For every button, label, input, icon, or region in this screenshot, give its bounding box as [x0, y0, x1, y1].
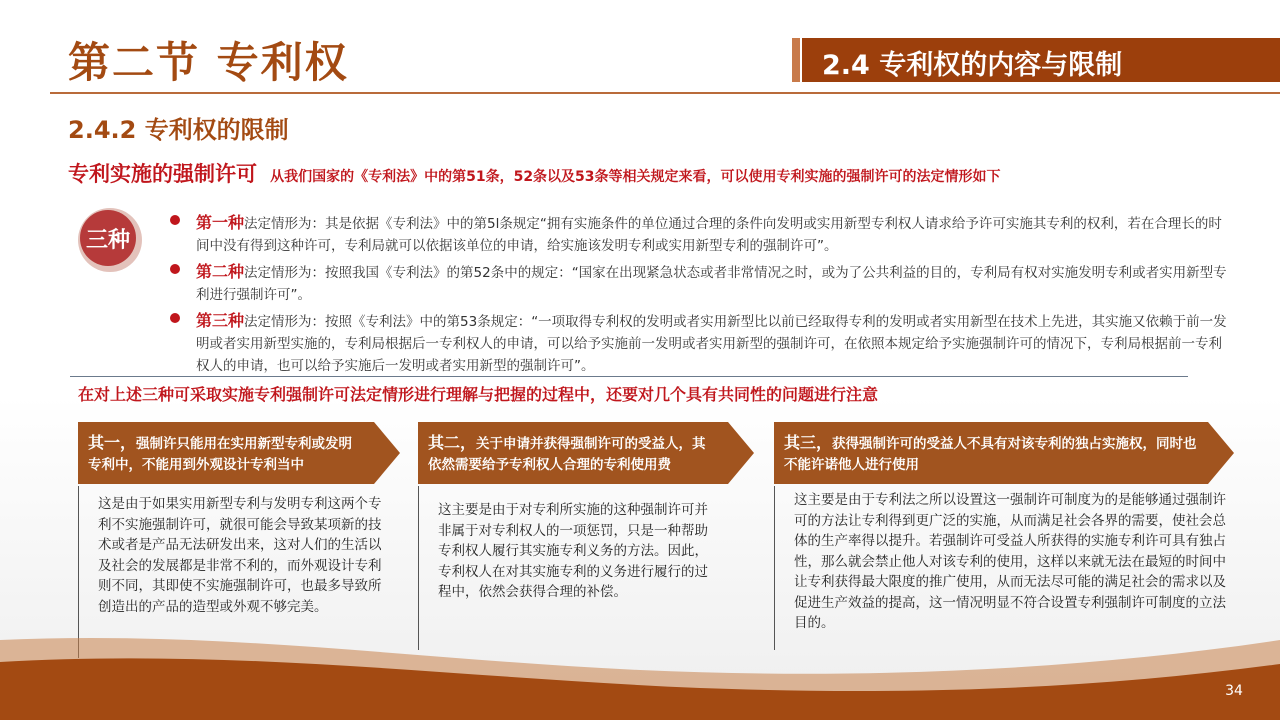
column-2-title: 关于申请并获得强制许可的受益人，其依然需要给予专利权人合理的专利使用费 [428, 436, 706, 473]
banner-accent-stripe [792, 38, 800, 82]
bullet-text: 法定情形为：按照我国《专利法》的第52条中的规定：“国家在出现紧急状态或者非常情况之时，或为了公共利益的目的，专利局有权对实施发明专利或者实用新型专利进行强制许可”。 [196, 265, 1227, 303]
page-number: 34 [1211, 678, 1257, 704]
bullet-dot-icon [170, 313, 180, 323]
column-1-lead: 其一， [88, 433, 137, 452]
bullet-label: 第一种 [196, 213, 245, 232]
bullet-label: 第二种 [196, 262, 245, 281]
three-types-badge: 三种 [80, 210, 136, 266]
bullet-dot-icon [170, 264, 180, 274]
arrow-right-icon [374, 422, 400, 484]
column-3-body: 这主要是由于专利法之所以设置这一强制许可制度为的是能够通过强制许可的方法让专利得到更广泛的实施，从而满足社会各界的需要，使社会总体的生产率得以提升。若强制许可受益人所获得的实施专利许可具有独占性，那么就会禁止他人对该专利的使用，这样以来就无法在最短的时间中让专利获得最大限度的推广使用，从而无法尽可能的满足社会的需求以及促进生产效益的提高，这一情况明显不符合设置专利强制许可制度的立法目的。 [794, 492, 1226, 631]
topic-row [68, 158, 1001, 188]
chapter-title: 第二节 专利权 [68, 38, 349, 87]
subsection-title: 2.4.2 专利权的限制 [68, 116, 289, 144]
column-1-banner [78, 422, 374, 484]
bullet-label: 第三种 [196, 311, 245, 330]
column-2-banner [418, 422, 728, 484]
section-divider [70, 376, 1188, 377]
arrow-right-icon [728, 422, 754, 484]
column-3-title: 获得强制许可的受益人不具有对该专利的独占实施权，同时也不能许诺他人进行使用 [784, 436, 1197, 473]
column-3-banner [774, 422, 1208, 484]
column-1-title: 强制许只能用在实用新型专利或发明专利中，不能用到外观设计专利当中 [88, 436, 353, 473]
bullet-text: 法定情形为：其是依据《专利法》中的第5l条规定“拥有实施条件的单位通过合理的条件向发明或实用新型专利权人请求给予许可实施其专利的权利，若在合理长的时间中没有得到这种许可，专利局就可以依据该单位的申请，给实施该发明专利或实用新型专利的强制许可”。 [196, 216, 1222, 254]
column-3-lead: 其三， [784, 433, 833, 452]
section-title: 2.4 专利权的内容与限制 [822, 50, 1123, 81]
column-2-lead: 其二， [428, 433, 477, 452]
bullet-item [168, 210, 1228, 257]
bullet-item [168, 259, 1228, 306]
header-divider [50, 92, 1280, 94]
bullet-item [168, 308, 1228, 377]
topic-description: 从我们国家的《专利法》中的第51条，52条以及53条等相关规定来看，可以使用专利实施的强制许可的法定情形如下 [270, 169, 1001, 185]
bullet-dot-icon [170, 215, 180, 225]
bullet-text: 法定情形为：按照《专利法》中的第53条规定：“一项取得专利权的发明或者实用新型比以前已经取得专利的发明或者实用新型在技术上先进，其实施又依赖于前一发明或者实用新型实施的，专利局根据后一专利权人的申请，可以给予实施前一发明或者实用新型的强制许可，在依照本规定给予实施强制许可的情况下，专利局根据前一专利权人的申请，也可以给予实施后一发明或者实用新型的强制许可”。 [196, 314, 1227, 374]
topic-heading: 专利实施的强制许可 [68, 162, 257, 186]
column-2-body: 这主要是由于对专利所实施的这种强制许可并非属于对专利权人的一项惩罚，只是一种帮助专利权人履行其实施专利义务的方法。因此，专利权人在对其实施专利的义务进行履行的过程中，依然会获得合理的补偿。 [438, 502, 708, 600]
bullet-list [168, 210, 1228, 379]
emphasis-statement: 在对上述三种可采取实施专利强制许可法定情形进行理解与把握的过程中，还要对几个具有共同性的问题进行注意 [78, 385, 879, 404]
column-1-body: 这是由于如果实用新型专利与发明专利这两个专利不实施强制许可，就很可能会导致某项新的技术或者是产品无法研发出来，这对人们的生活以及社会的发展都是非常不利的，而外观设计专利则不同，其即使不实施强制许可，也最多导致所创造出的产品的造型或外观不够完美。 [98, 496, 382, 615]
section-banner [792, 38, 1280, 82]
footer-wave [0, 600, 1280, 720]
arrow-right-icon [1208, 422, 1234, 484]
